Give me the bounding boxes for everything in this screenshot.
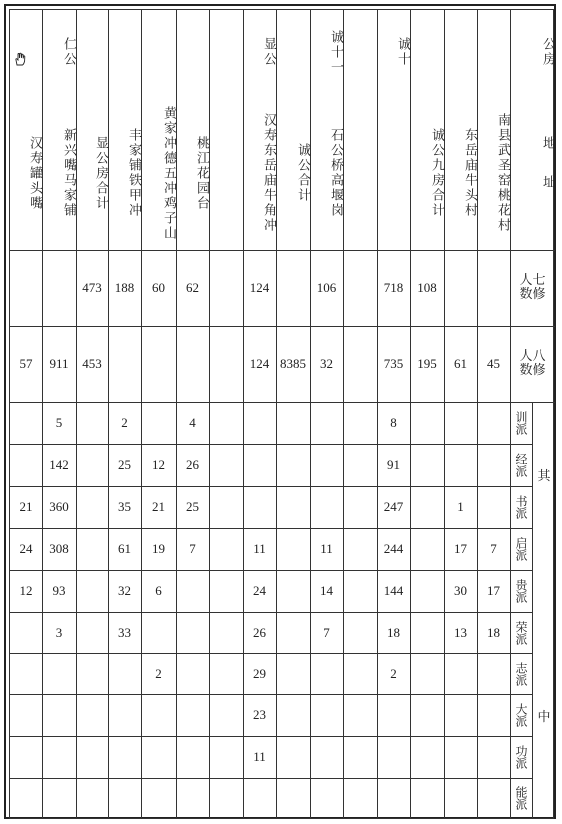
- sect-count: 35: [118, 499, 131, 514]
- sect-count: 12: [19, 583, 33, 598]
- label-group-header: 公房: [540, 37, 555, 67]
- address-cell: 诚公合计: [295, 143, 310, 203]
- sect-name: 功派: [514, 745, 528, 769]
- q8-count: 453: [82, 356, 102, 371]
- address-cell: 桃江花园台: [194, 135, 209, 211]
- row-divider: [10, 402, 510, 403]
- sect-count: 26: [253, 624, 266, 640]
- label-q7-header: [510, 250, 555, 326]
- sect-count: 244: [383, 541, 404, 556]
- address-cell: 诚公九房合计: [429, 128, 444, 218]
- q7-count: 60: [152, 280, 165, 295]
- sect-count: 17: [454, 541, 467, 556]
- sect-count: 18: [487, 624, 500, 640]
- row-divider: [10, 444, 510, 445]
- sect-count: 2: [155, 665, 162, 681]
- q8-count: 195: [417, 356, 437, 371]
- sect-count: 5: [55, 415, 63, 430]
- sect-count: 7: [189, 541, 196, 556]
- sect-count: 360: [49, 499, 69, 514]
- sect-count: 21: [19, 499, 33, 514]
- sect-count: 308: [49, 541, 69, 556]
- q8-count: 61: [454, 356, 467, 371]
- q7-count: 188: [114, 280, 135, 295]
- sect-count: 7: [323, 624, 330, 640]
- group-header: 显公: [261, 37, 276, 67]
- sect-count: 25: [186, 499, 199, 514]
- column-divider: [343, 10, 344, 818]
- sect-count: 30: [454, 583, 467, 598]
- group-header: 诚十一: [328, 29, 343, 75]
- sect-count: 19: [152, 541, 165, 556]
- sect-count: 17: [487, 583, 500, 598]
- sect-count: 26: [186, 457, 199, 472]
- address-cell: 新兴嘴马家铺: [61, 128, 76, 218]
- sect-count: 24: [19, 541, 33, 556]
- sect-name: 志派: [514, 661, 528, 686]
- sect-count: 91: [387, 457, 400, 472]
- q8-count: 32: [320, 356, 333, 371]
- sect-count: 8: [390, 415, 397, 430]
- row-divider: [10, 778, 510, 779]
- label-q7-line: 数修: [519, 287, 546, 302]
- sect-count: 24: [253, 583, 266, 598]
- group-header: 仁公: [61, 37, 76, 67]
- address-cell: 汉寿东岳庙牛角冲: [261, 113, 276, 233]
- sect-count: 11: [253, 749, 266, 764]
- sect-name: 荣派: [514, 620, 528, 645]
- sect-name: 经派: [514, 453, 528, 477]
- sect-count: 2: [121, 415, 128, 430]
- q7-count: 473: [82, 280, 102, 295]
- sect-count: 13: [454, 624, 467, 640]
- sect-count: 247: [383, 499, 404, 514]
- sect-count: 93: [52, 583, 66, 598]
- sect-name: 训派: [514, 411, 528, 435]
- sect-count: 32: [118, 583, 131, 598]
- label-q7-line: 人七: [519, 273, 546, 288]
- address-cell: 丰家铺铁甲冲: [126, 128, 141, 218]
- sect-count: 4: [189, 415, 196, 430]
- q8-count: 8385: [280, 356, 306, 371]
- q8-count: 911: [49, 356, 69, 371]
- sect-count: 29: [253, 665, 266, 681]
- label-q8-header: [510, 326, 555, 402]
- q8-count: 57: [19, 356, 33, 371]
- sect-count: 11: [253, 541, 266, 556]
- sect-count: 142: [49, 457, 69, 472]
- sect-count: 3: [55, 624, 63, 640]
- sect-count: 6: [155, 583, 162, 598]
- address-cell: 黄家冲德五冲鸡子山: [161, 105, 176, 241]
- sect-count: 12: [152, 457, 165, 472]
- address-cell: 石公桥高堰岗: [328, 128, 343, 218]
- column-divider: [209, 10, 210, 818]
- sect-count: 61: [118, 541, 131, 556]
- sect-count: 7: [490, 541, 497, 556]
- label-zhong: 中: [537, 709, 551, 725]
- group-header: 诚十: [395, 37, 410, 67]
- sect-count: 2: [390, 665, 397, 681]
- sect-count: 25: [118, 457, 131, 472]
- label-q8-line: 人八: [519, 349, 546, 364]
- sect-name: 大派: [514, 703, 528, 727]
- sect-count: 144: [383, 583, 404, 598]
- hand-cursor-icon[interactable]: [13, 51, 27, 65]
- q7-count: 106: [316, 280, 337, 295]
- address-cell: 南县武圣窑桃花村: [495, 113, 510, 233]
- q7-count: 124: [249, 280, 270, 295]
- sect-count: 21: [152, 499, 165, 514]
- sect-name: 启派: [514, 537, 528, 561]
- row-divider: [10, 486, 510, 487]
- sect-count: 1: [457, 499, 464, 514]
- sect-name: 贵派: [514, 579, 528, 603]
- address-cell: 东岳庙牛头村: [462, 128, 477, 218]
- label-address-header: 地址: [540, 136, 555, 214]
- q8-count: 45: [487, 356, 500, 371]
- address-cell: 汉寿罐头嘴: [27, 135, 42, 211]
- sect-count: 11: [320, 541, 333, 556]
- q7-count: 108: [417, 280, 437, 295]
- label-qi: 其: [537, 468, 551, 484]
- sect-count: 33: [118, 624, 131, 640]
- q8-count: 735: [383, 356, 404, 371]
- label-q8-line: 数修: [519, 363, 546, 378]
- sect-name: 书派: [514, 495, 528, 519]
- q7-count: 62: [186, 280, 199, 295]
- sect-count: 23: [253, 707, 266, 722]
- sect-count: 14: [320, 583, 333, 598]
- sect-name: 能派: [514, 786, 528, 810]
- sect-count: 18: [387, 624, 400, 640]
- address-cell: 显公房合计: [93, 135, 108, 211]
- q7-count: 718: [383, 280, 404, 295]
- q8-count: 124: [249, 356, 270, 371]
